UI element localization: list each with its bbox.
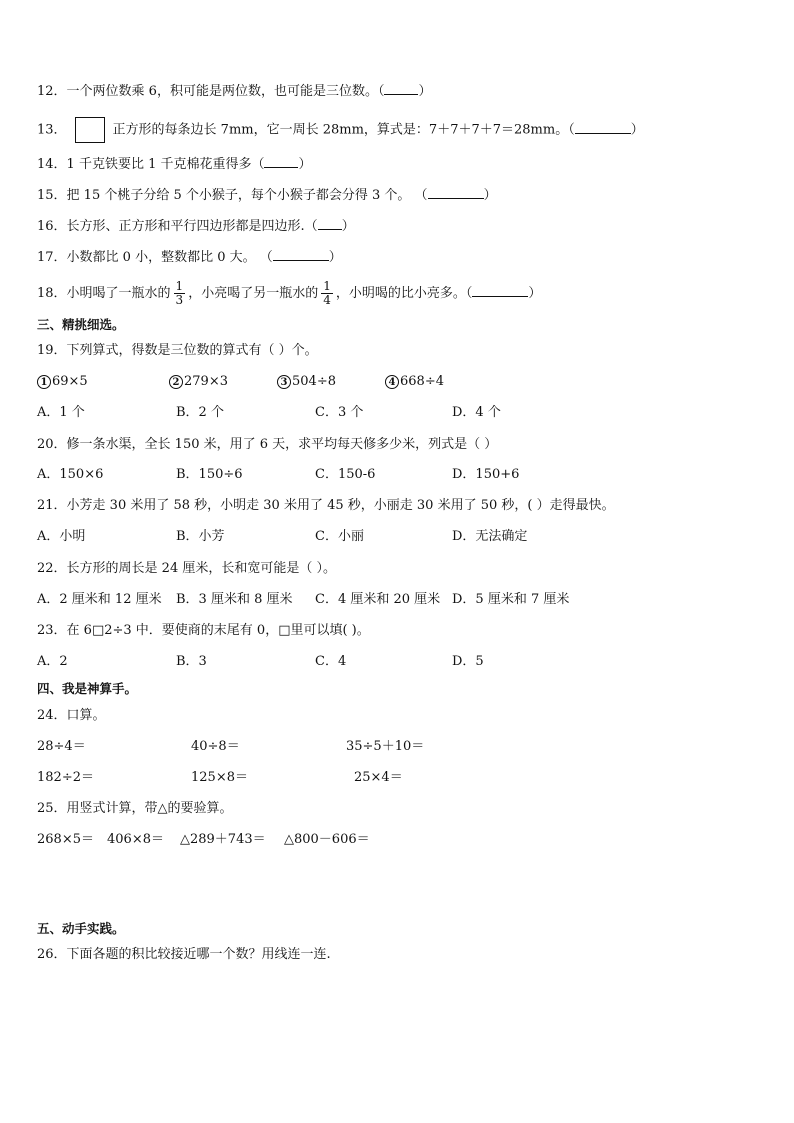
q21-option-a[interactable]: A．小明 xyxy=(37,529,86,544)
question-19: 19．下列算式，得数是三位数的算式有（ ）个。 xyxy=(37,343,318,358)
q24-calc-4: 182÷2＝ xyxy=(37,770,94,785)
section-5-heading: 五、动手实践。 xyxy=(37,921,125,936)
q25-calc-3: △289＋743＝ xyxy=(180,832,266,847)
q24-calc-3: 35÷5＋10＝ xyxy=(346,739,425,754)
q24-calc-1: 28÷4＝ xyxy=(37,739,86,754)
q21-option-d[interactable]: D．无法确定 xyxy=(452,529,528,544)
q19-option-d[interactable]: D．4 个 xyxy=(452,405,501,420)
q19-expr-4: 4 668÷4 xyxy=(385,373,444,391)
q19-option-b[interactable]: B．2 个 xyxy=(176,405,224,420)
question-16: 16．长方形、正方形和平行四边形都是四边形.（ ） xyxy=(37,219,355,234)
question-18: 18．小明喝了一瓶水的 $\frac{1}{3}$ ，小亮喝了另一瓶水的 $\frac{1}{4}$ ，小明喝的比小亮多。（ ） xyxy=(37,279,542,307)
fraction-one-quarter: $\frac{1}{4}$ xyxy=(323,279,331,307)
q19-expr-2: 2 279×3 xyxy=(169,373,228,391)
question-20: 20．修一条水渠，全长 150 米，用了 6 天，求平均每天修多少米，列式是（ ） xyxy=(37,437,498,452)
fraction-one-third: $\frac{1}{3}$ xyxy=(175,279,184,307)
question-24: 24．口算。 xyxy=(37,708,106,723)
q19-expr-1: 1 69×5 xyxy=(37,373,88,391)
q22-option-b[interactable]: B．3 厘米和 8 厘米 xyxy=(176,592,293,607)
q24-calc-5: 125×8＝ xyxy=(191,770,248,785)
answer-blank[interactable] xyxy=(273,248,329,261)
question-14: 14．1 千克铁要比 1 千克棉花重得多（ ） xyxy=(37,157,312,172)
q21-option-c[interactable]: C．小丽 xyxy=(315,529,364,544)
q19-option-c[interactable]: C．3 个 xyxy=(315,405,364,420)
answer-blank[interactable] xyxy=(575,121,631,134)
question-12: 12．一个两位数乘 6，积可能是两位数，也可能是三位数。（ ） xyxy=(37,84,432,99)
q20-option-c[interactable]: C．150-6 xyxy=(315,467,376,482)
answer-blank[interactable] xyxy=(264,155,298,168)
answer-blank[interactable] xyxy=(428,186,484,199)
q19-option-a[interactable]: A．1 个 xyxy=(37,405,85,420)
q20-option-d[interactable]: D．150+6 xyxy=(452,467,520,482)
q23-option-b[interactable]: B．3 xyxy=(176,654,207,669)
question-26: 26．下面各题的积比较接近哪一个数？用线连一连. xyxy=(37,947,331,962)
answer-blank[interactable] xyxy=(318,217,342,230)
question-23: 23．在 6□2÷3 中．要使商的末尾有 0，□里可以填( )。 xyxy=(37,623,370,638)
question-22: 22．长方形的周长是 24 厘米，长和宽可能是（ ）。 xyxy=(37,561,336,576)
q22-option-d[interactable]: D．5 厘米和 7 厘米 xyxy=(452,592,570,607)
q25-calc-2: 406×8＝ xyxy=(107,832,164,847)
q20-option-a[interactable]: A．150×6 xyxy=(37,467,104,482)
q25-calc-4: △800－606＝ xyxy=(284,832,370,847)
q20-option-b[interactable]: B．150÷6 xyxy=(176,467,243,482)
square-figure xyxy=(75,117,105,143)
q22-option-c[interactable]: C．4 厘米和 20 厘米 xyxy=(315,592,441,607)
q21-option-b[interactable]: B．小芳 xyxy=(176,529,225,544)
question-15: 15．把 15 个桃子分给 5 个小猴子，每个小猴子都会分得 3 个。 （ ） xyxy=(37,188,497,203)
q24-calc-6: 25×4＝ xyxy=(354,770,403,785)
q23-option-c[interactable]: C．4 xyxy=(315,654,347,669)
q23-option-a[interactable]: A．2 xyxy=(37,654,68,669)
question-25: 25．用竖式计算，带△的要验算。 xyxy=(37,801,233,816)
q23-option-d[interactable]: D．5 xyxy=(452,654,484,669)
q25-calc-1: 268×5＝ xyxy=(37,832,94,847)
question-13: 13． 正方形的每条边长 7mm，它一周长 28mm，算式是：7＋7＋7＋7＝28mm。（ ） xyxy=(37,117,644,143)
question-21: 21．小芳走 30 米用了 58 秒，小明走 30 米用了 45 秒，小丽走 30 米用了 50 秒，( ）走得最快。 xyxy=(37,498,615,513)
section-4-heading: 四、我是神算手。 xyxy=(37,681,138,696)
question-17: 17．小数都比 0 小，整数都比 0 大。 （ ） xyxy=(37,250,342,265)
q24-calc-2: 40÷8＝ xyxy=(191,739,240,754)
answer-blank[interactable] xyxy=(384,82,418,95)
section-3-heading: 三、精挑细选。 xyxy=(37,317,125,332)
answer-blank[interactable] xyxy=(472,284,528,297)
q19-expr-3: 3 504÷8 xyxy=(277,373,336,391)
q22-option-a[interactable]: A．2 厘米和 12 厘米 xyxy=(37,592,162,607)
